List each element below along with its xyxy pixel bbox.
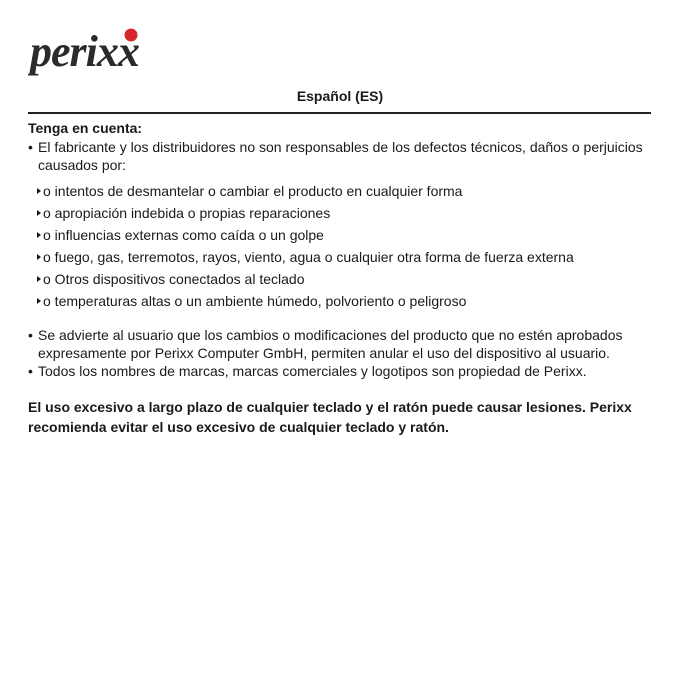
cause-text: o Otros dispositivos conectados al teclado: [43, 271, 305, 287]
list-item: [37, 180, 653, 202]
logo-wordmark: perixx: [30, 27, 139, 76]
list-item: [37, 268, 653, 290]
triangle-bullet-icon: [37, 188, 41, 194]
health-warning: El uso excesivo a largo plazo de cualquier teclado y el ratón puede causar lesiones. Perixx recomienda evitar el uso excesivo de cualquier teclado y ratón.: [28, 399, 632, 435]
bullet-trademarks: [28, 362, 653, 380]
intro-bullet-text: El fabricante y los distribuidores no son responsables de los defectos técnicos, daños o perjuicios causados por:: [38, 139, 643, 173]
bullet-dot: •: [28, 363, 33, 379]
list-item: [37, 246, 653, 268]
triangle-bullet-icon: [37, 276, 41, 282]
spacer: [28, 312, 653, 326]
intro-bullet: [28, 138, 653, 174]
language-title: Español (ES): [296, 88, 384, 104]
cause-text: o fuego, gas, terremotos, rayos, viento, agua o cualquier otra forma de fuerza externa: [43, 249, 574, 265]
triangle-bullet-icon: [37, 210, 41, 216]
cause-text: o influencias externas como caída o un golpe: [43, 227, 324, 243]
bullet-text: Todos los nombres de marcas, marcas comerciales y logotipos son propiedad de Perixx.: [38, 363, 587, 379]
causes-list: [37, 180, 653, 312]
cause-text: o intentos de desmantelar o cambiar el producto en cualquier forma: [43, 183, 463, 199]
notice-section: [28, 119, 653, 437]
bullet-dot: •: [28, 327, 33, 343]
bullet-dot: •: [28, 139, 33, 155]
list-item: [37, 224, 653, 246]
list-item: [37, 290, 653, 312]
bullet-modifications: [28, 326, 653, 362]
bullet-text: Se advierte al usuario que los cambios o modificaciones del producto que no estén aprobados expresamente por Perixx Computer GmbH, permiten anular el uso del dispositivo al usuario.: [38, 327, 623, 361]
perixx-logo: [28, 26, 200, 78]
perixx-logo-graphic: [28, 26, 200, 78]
triangle-bullet-icon: [37, 232, 41, 238]
cause-text: o temperaturas altas o un ambiente húmedo, polvoriento o peligroso: [43, 293, 467, 309]
cause-text: o apropiación indebida o propias reparaciones: [43, 205, 331, 221]
notice-heading: Tenga en cuenta:: [28, 120, 143, 136]
list-item: [37, 202, 653, 224]
divider-line: [28, 112, 651, 114]
triangle-bullet-icon: [37, 254, 41, 260]
triangle-bullet-icon: [37, 298, 41, 304]
